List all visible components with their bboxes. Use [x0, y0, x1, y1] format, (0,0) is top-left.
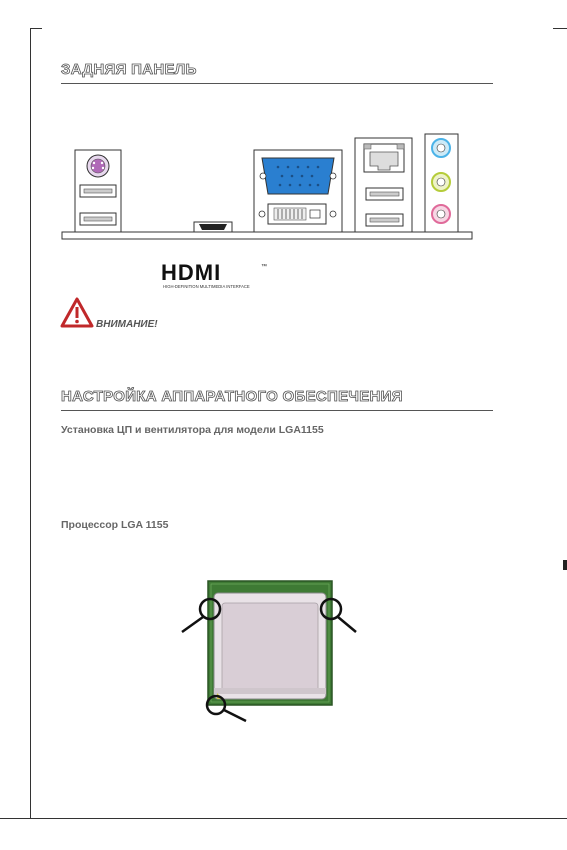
warning-triangle-icon	[60, 297, 94, 334]
hdmi-port-icon	[194, 222, 232, 232]
lan-usb-stack	[355, 138, 412, 232]
panel-plate	[62, 232, 472, 239]
hdmi-tm: ™	[261, 264, 267, 270]
subheading-cpu-fan-install: Установка ЦП и вентилятора для модели LGA1155	[61, 424, 324, 436]
subheading-cpu-lga1155: Процессор LGA 1155	[61, 519, 169, 531]
audio-jacks	[425, 134, 458, 232]
vga-dvi-stack	[254, 150, 342, 232]
ps2-usb-stack	[75, 150, 121, 232]
cpu-lga1155-illustration	[170, 575, 370, 740]
warning-label: ВНИМАНИЕ!	[96, 319, 158, 330]
frame-bottom-line	[0, 818, 567, 819]
hdmi-logo-text: HDMI	[161, 262, 222, 285]
section-rule	[61, 410, 493, 411]
hdmi-tagline: HIGH-DEFINITION MULTIMEDIA INTERFACE	[163, 284, 250, 289]
vga-port-icon	[262, 158, 334, 194]
back-panel-illustration	[0, 0, 567, 250]
section-title-back-panel: ЗАДНЯЯ ПАНЕЛЬ	[61, 61, 197, 78]
hdmi-logo	[161, 262, 271, 295]
side-tab-mark	[563, 560, 567, 570]
section-title-hardware-setup: НАСТРОЙКА АППАРАТНОГО ОБЕСПЕЧЕНИЯ	[61, 388, 403, 405]
